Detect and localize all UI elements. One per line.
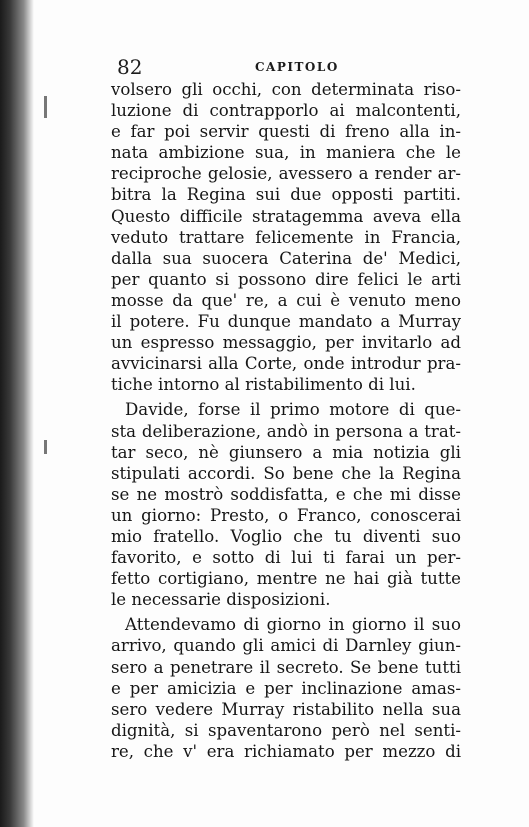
text-line: fetto cortigiano, mentre ne hai già tutte bbox=[111, 569, 461, 589]
text-line: sero vedere Murray ristabilito nella sua bbox=[111, 699, 461, 719]
text-line: un espresso messaggio, per invitarlo ad bbox=[111, 333, 461, 353]
page-header bbox=[117, 54, 457, 80]
text-line: stipulati accordi. So bene che la Regina bbox=[111, 463, 461, 483]
text-line: re, che v' era richiamato per mezzo di bbox=[111, 741, 461, 761]
text-line: mio fratello. Voglio che tu diventi suo bbox=[111, 526, 461, 546]
running-head: CAPITOLO bbox=[255, 60, 339, 74]
text-line: e per amicizia e per inclinazione amas- bbox=[111, 678, 461, 698]
text-line: Attendevamo di giorno in giorno il suo bbox=[125, 615, 461, 635]
text-line: e far poi servir questi di freno alla in- bbox=[111, 122, 461, 142]
text-line: favorito, e sotto di lui ti farai un per- bbox=[111, 548, 461, 568]
text-line: dignità, si spaventarono però nel senti- bbox=[111, 720, 461, 740]
text-line: bitra la Regina sui due opposti partiti. bbox=[111, 185, 461, 205]
text-line: tar seco, nè giunsero a mia notizia gli bbox=[111, 442, 461, 462]
text-line: volsero gli occhi, con determinata riso- bbox=[111, 80, 461, 99]
text-line: sta deliberazione, andò in persona a trat- bbox=[111, 421, 461, 441]
text-line: tiche intorno al ristabilimento di lui. bbox=[111, 375, 416, 395]
text-line: veduto trattare felicemente in Francia, bbox=[111, 227, 461, 247]
text-line: avvicinarsi alla Corte, onde introdur pra- bbox=[111, 354, 461, 374]
text-line: sero a penetrare il secreto. Se bene tutti bbox=[111, 657, 461, 677]
text-line: nata ambizione sua, in maniera che le bbox=[111, 143, 461, 163]
text-line: dalla sua suocera Caterina de' Medici, bbox=[111, 248, 461, 268]
scan-edge-speck bbox=[44, 440, 47, 454]
text-line: per quanto si possono dire felici le arti bbox=[111, 269, 461, 289]
page-number: 82 bbox=[117, 55, 143, 79]
text-line: reciproche gelosie, avessero a render ar- bbox=[111, 164, 461, 184]
text-line: mosse da que' re, a cui è venuto meno bbox=[111, 290, 461, 310]
text-line: un giorno: Presto, o Franco, conoscerai bbox=[111, 505, 461, 525]
scan-edge-speck bbox=[44, 96, 47, 118]
text-line: Davide, forse il primo motore di que- bbox=[125, 400, 461, 420]
text-line: se ne mostrò soddisfatta, e che mi disse bbox=[111, 484, 461, 504]
text-line: le necessarie disposizioni. bbox=[111, 590, 331, 610]
text-line: il potere. Fu dunque mandato a Murray bbox=[111, 312, 461, 332]
text-line: arrivo, quando gli amici di Darnley giun- bbox=[111, 636, 461, 656]
text-line: luzione di contrapporlo ai malcontenti, bbox=[111, 101, 461, 121]
body-text bbox=[111, 79, 461, 762]
scan-edge-shadow bbox=[0, 0, 34, 827]
text-line: Questo difficile stratagemma aveva ella bbox=[111, 206, 461, 226]
